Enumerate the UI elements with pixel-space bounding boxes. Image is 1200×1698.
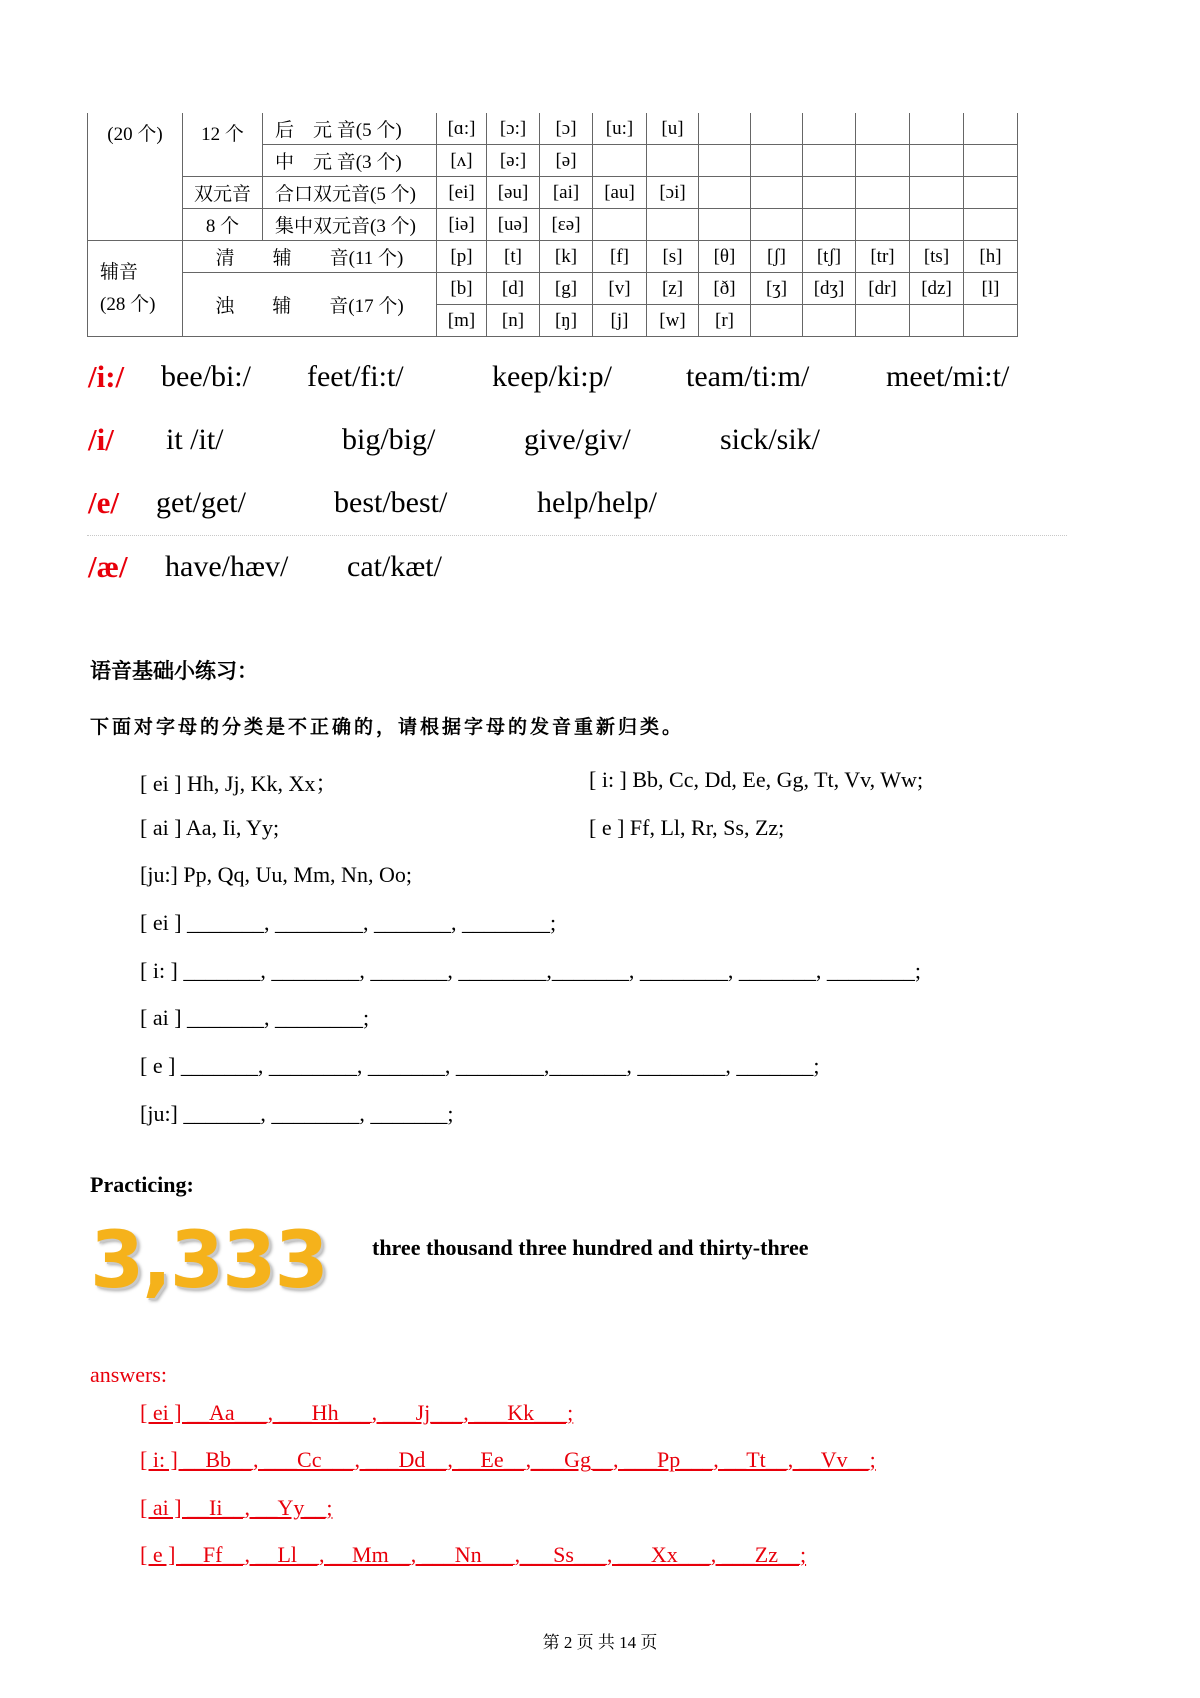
phoneme-label: /i:/ <box>88 359 125 394</box>
blank-line: [ju:] _______, ________, _______; <box>140 1101 454 1126</box>
answers-heading: answers: <box>90 1362 167 1387</box>
empty-cell <box>910 305 964 337</box>
ipa-symbol: [ə] <box>540 145 593 177</box>
ipa-symbol: [dʒ] <box>803 273 856 305</box>
ipa-symbol: [tʃ] <box>803 241 856 273</box>
consonant-label: 辅音 <box>100 261 139 283</box>
empty-cell <box>910 209 964 241</box>
ipa-symbol: [dr] <box>856 273 910 305</box>
empty-cell <box>593 209 647 241</box>
ipa-symbol: [ɔi] <box>647 177 699 209</box>
empty-cell <box>699 209 751 241</box>
consonant-count: (28 个) <box>100 293 156 315</box>
empty-cell <box>803 145 856 177</box>
example-word: big/big/ <box>342 423 436 456</box>
ipa-table <box>87 113 1072 337</box>
ipa-symbol: [ts] <box>910 241 964 273</box>
ipa-symbol: [d] <box>487 273 540 305</box>
ipa-symbol: [au] <box>593 177 647 209</box>
empty-cell <box>699 145 751 177</box>
ipa-symbol: [n] <box>487 305 540 337</box>
mono-count-cell: 12 个 <box>183 113 263 177</box>
empty-cell <box>751 177 803 209</box>
ipa-symbol: [θ] <box>699 241 751 273</box>
ipa-symbol: [s] <box>647 241 699 273</box>
example-word: cat/kæt/ <box>347 550 442 583</box>
empty-cell <box>803 209 856 241</box>
empty-cell <box>699 113 751 145</box>
ipa-symbol: [ɔ:] <box>487 113 540 145</box>
big-number: 3,333 <box>90 1216 327 1306</box>
ipa-symbol: [w] <box>647 305 699 337</box>
answer-line: [ e ] __Ff__, __Ll__, __Mm__, ___Nn___,___Ss___, ___Xx___, ___Zz__; <box>140 1542 807 1567</box>
example-word: get/get/ <box>156 486 246 519</box>
blank-line: [ ei ] _______, ________, _______, ________; <box>140 910 557 935</box>
empty-cell <box>803 305 856 337</box>
voiced-label: 浊 辅 音(17 个) <box>183 273 437 337</box>
example-word: bee/bi:/ <box>161 360 251 393</box>
empty-cell <box>964 305 1018 337</box>
answer-line: [ i: ] __Bb__, ___Cc___, ___Dd__, __Ee__,___Gg__, ___Pp___, __Tt__, __Vv__; <box>140 1447 876 1472</box>
ipa-symbol: [uə] <box>487 209 540 241</box>
empty-cell <box>910 113 964 145</box>
ipa-symbol: [ʃ] <box>751 241 803 273</box>
empty-cell <box>751 209 803 241</box>
empty-cell <box>647 209 699 241</box>
empty-cell <box>964 145 1018 177</box>
blank-line: [ ai ] _______, ________; <box>140 1005 370 1030</box>
ipa-symbol: [ʒ] <box>751 273 803 305</box>
ipa-symbol: [ɛə] <box>540 209 593 241</box>
example-word: have/hæv/ <box>165 550 289 583</box>
ipa-symbol: [k] <box>540 241 593 273</box>
ipa-symbol: [p] <box>437 241 487 273</box>
example-word: it /it/ <box>166 423 224 456</box>
ipa-symbol: [ʌ] <box>437 145 487 177</box>
closing-diphthong-label: 合口双元音(5 个) <box>263 177 437 209</box>
empty-cell <box>856 145 910 177</box>
back-vowel-label: 后 元 音(5 个) <box>263 113 437 145</box>
mid-vowel-label: 中 元 音(3 个) <box>263 145 437 177</box>
empty-cell <box>593 145 647 177</box>
empty-cell <box>856 177 910 209</box>
voiceless-label: 清 辅 音(11 个) <box>183 241 437 273</box>
ipa-symbol: [əu] <box>487 177 540 209</box>
vowel-count-cell: (20 个) <box>88 113 183 241</box>
example-word: keep/ki:p/ <box>492 360 612 393</box>
example-word: meet/mi:t/ <box>886 360 1010 393</box>
example-word: sick/sik/ <box>720 423 821 456</box>
empty-cell <box>803 113 856 145</box>
ipa-symbol: [iə] <box>437 209 487 241</box>
empty-cell <box>699 177 751 209</box>
exercise-instruction: 下面对字母的分类是不正确的，请根据字母的发音重新归类。 <box>90 716 685 738</box>
phoneme-label: /i/ <box>88 422 114 457</box>
ipa-symbol: [h] <box>964 241 1018 273</box>
empty-cell <box>964 177 1018 209</box>
example-word: help/help/ <box>537 486 657 519</box>
empty-cell <box>856 113 910 145</box>
diphthong-label: 双元音 <box>183 177 263 209</box>
consonant-header-cell <box>88 241 183 337</box>
practicing-heading: Practicing: <box>90 1172 194 1197</box>
page-footer: 第 2 页 共 14 页 <box>542 1633 658 1652</box>
empty-cell <box>647 145 699 177</box>
example-word: best/best/ <box>334 486 448 519</box>
phoneme-label: /æ/ <box>88 549 128 584</box>
number-in-words: three thousand three hundred and thirty-three <box>372 1235 809 1260</box>
exercise-heading: 语音基础小练习： <box>90 659 258 683</box>
empty-cell <box>856 305 910 337</box>
given-line: [ ai ] Aa, Ii, Yy; <box>140 815 280 840</box>
ipa-symbol: [ai] <box>540 177 593 209</box>
empty-cell <box>751 145 803 177</box>
ipa-symbol: [ɔ] <box>540 113 593 145</box>
ipa-symbol: [ɑ:] <box>437 113 487 145</box>
diphthong-count: 8 个 <box>183 209 263 241</box>
ipa-symbol: [ŋ] <box>540 305 593 337</box>
answer-line: [ ai ] __Ii__, __Yy__; <box>140 1495 333 1520</box>
ipa-symbol: [tr] <box>856 241 910 273</box>
example-word: team/ti:m/ <box>686 360 810 393</box>
blank-line: [ e ] _______, ________, _______, ________,_______, ________, _______; <box>140 1053 820 1078</box>
ipa-symbol: [r] <box>699 305 751 337</box>
ipa-symbol: [ð] <box>699 273 751 305</box>
empty-cell <box>964 113 1018 145</box>
answer-line: [ ei ] __Aa___, ___Hh___, ___Jj___, ___Kk___; <box>140 1400 574 1425</box>
empty-cell <box>751 305 803 337</box>
ipa-symbol: [z] <box>647 273 699 305</box>
ipa-symbol: [b] <box>437 273 487 305</box>
empty-cell <box>964 209 1018 241</box>
ipa-symbol: [f] <box>593 241 647 273</box>
ipa-symbol: [l] <box>964 273 1018 305</box>
ipa-symbol: [g] <box>540 273 593 305</box>
ipa-symbol: [ei] <box>437 177 487 209</box>
empty-cell <box>751 113 803 145</box>
dotted-divider <box>87 535 1067 536</box>
ipa-symbol: [j] <box>593 305 647 337</box>
empty-cell <box>910 177 964 209</box>
ipa-symbol: [u] <box>647 113 699 145</box>
phoneme-label: /e/ <box>88 485 119 520</box>
empty-cell <box>856 209 910 241</box>
given-line: [ e ] Ff, Ll, Rr, Ss, Zz; <box>589 815 785 840</box>
ipa-symbol: [ə:] <box>487 145 540 177</box>
ipa-symbol: [dz] <box>910 273 964 305</box>
example-word: feet/fi:t/ <box>307 360 404 393</box>
blank-line: [ i: ] _______, ________, _______, ________,_______, ________, _______, ________; <box>140 958 921 983</box>
empty-cell <box>910 145 964 177</box>
example-word: give/giv/ <box>524 423 631 456</box>
given-line: [ ei ] Hh, Jj, Kk, Xx； <box>140 771 338 796</box>
given-line: [ju:] Pp, Qq, Uu, Mm, Nn, Oo; <box>140 862 412 887</box>
empty-cell <box>803 177 856 209</box>
ipa-symbol: [u:] <box>593 113 647 145</box>
ipa-symbol: [v] <box>593 273 647 305</box>
ipa-symbol: [t] <box>487 241 540 273</box>
ipa-symbol: [m] <box>437 305 487 337</box>
given-line: [ i: ] Bb, Cc, Dd, Ee, Gg, Tt, Vv, Ww; <box>589 767 924 792</box>
centering-diphthong-label: 集中双元音(3 个) <box>263 209 437 241</box>
